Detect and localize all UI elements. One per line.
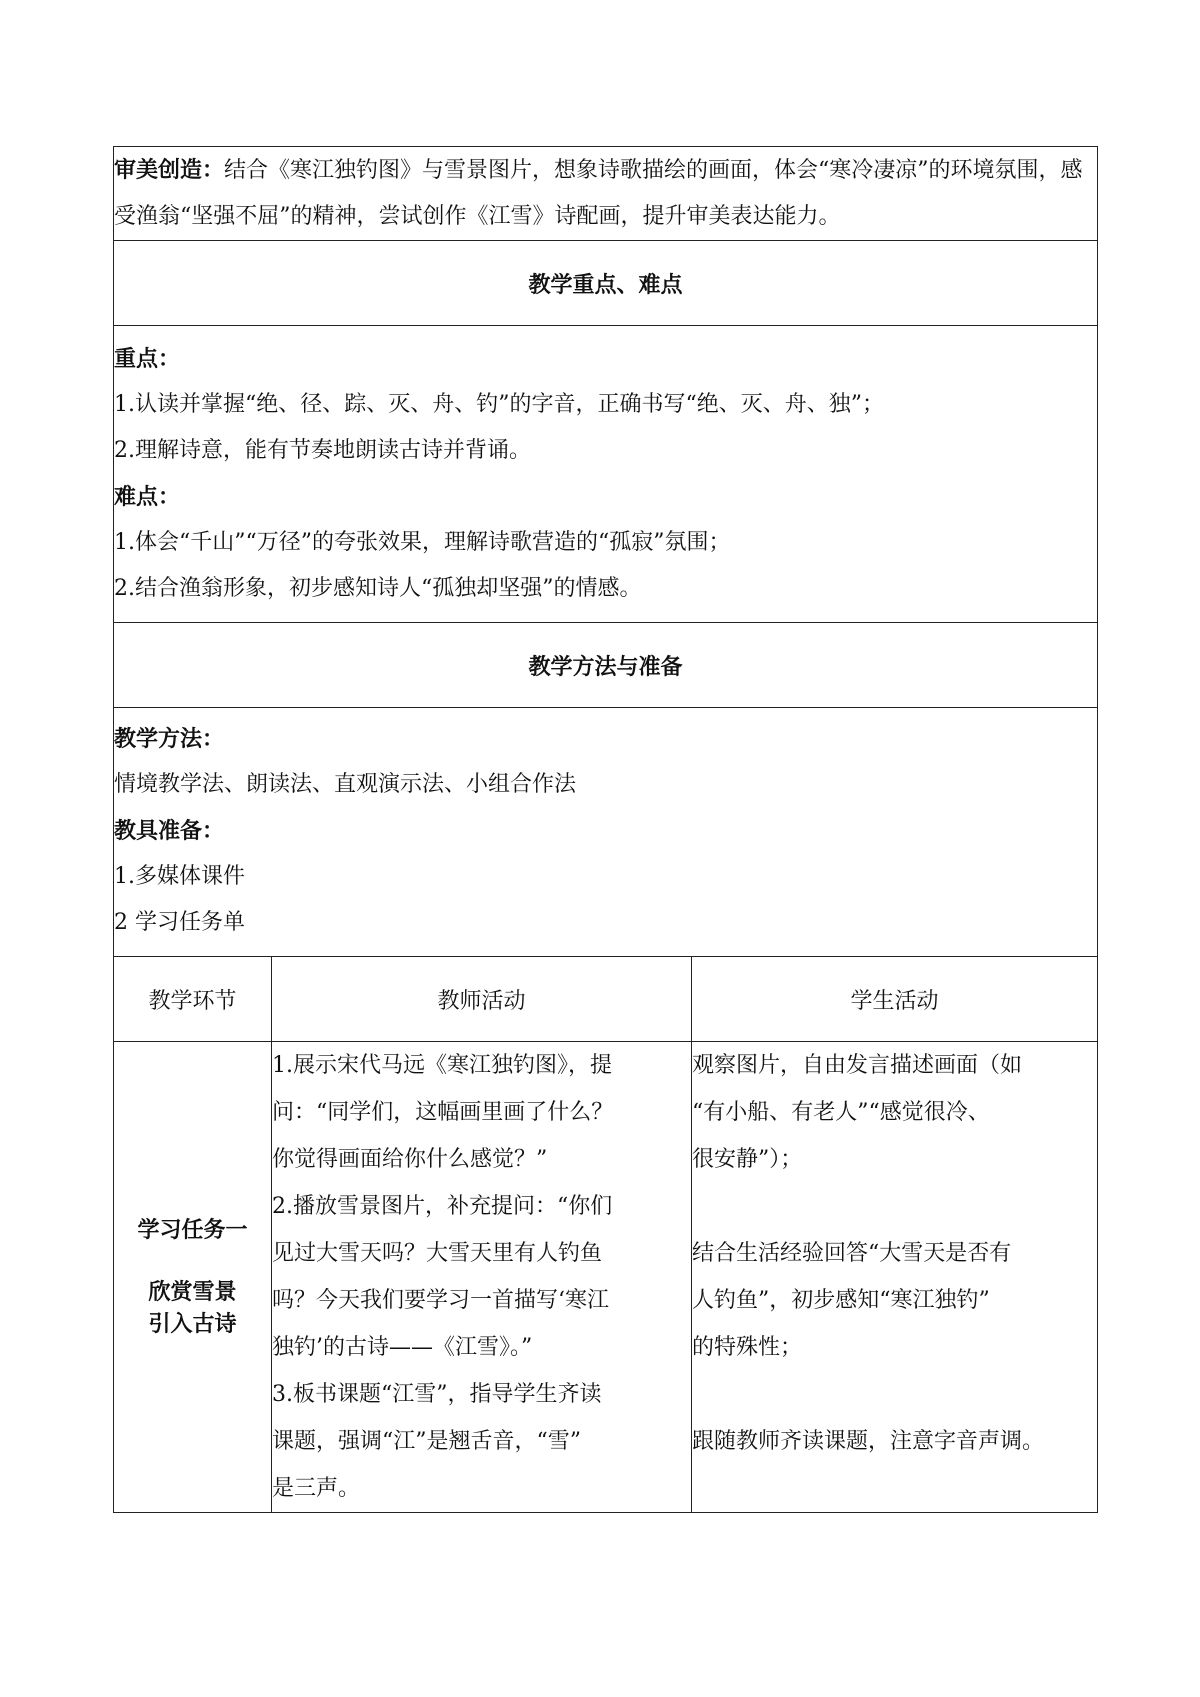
difficulty-label: 难点：	[114, 484, 181, 510]
stage-subtitle: 欣赏雪景	[148, 1279, 237, 1305]
student-line: 的特殊性；	[692, 1335, 803, 1360]
teacher-line: 3.板书课题“江雪”，指导学生齐读	[272, 1382, 602, 1407]
tools-label: 教具准备：	[114, 818, 225, 844]
aesthetic-cell	[114, 147, 1098, 241]
aesthetic-row	[114, 147, 1098, 241]
student-line: 很安静”）；	[692, 1147, 803, 1172]
teacher-line: 2.播放雪景图片，补充提问：“你们	[272, 1194, 613, 1219]
student-line-spacer	[692, 1183, 1097, 1230]
tools-item: 2 学习任务单	[114, 910, 245, 935]
teacher-line: 吗？今天我们要学习一首描写‘寒江	[272, 1288, 609, 1313]
methods-cell	[114, 708, 1098, 957]
process-header-row	[114, 957, 1098, 1042]
student-line: 人钓鱼”，初步感知“寒江独钓”	[692, 1288, 990, 1313]
methods-heading: 教学方法与准备	[114, 623, 1098, 708]
difficulty-item: 2.结合渔翁形象，初步感知诗人“孤独却坚强”的情感。	[114, 576, 642, 601]
process-row	[114, 1042, 1098, 1513]
lesson-plan-table	[113, 146, 1098, 1513]
teacher-line: 见过大雪天吗？大雪天里有人钓鱼	[272, 1241, 603, 1266]
student-line: 观察图片，自由发言描述画面（如	[692, 1053, 1023, 1078]
focus-item: 2.理解诗意，能有节奏地朗读古诗并背诵。	[114, 438, 531, 463]
method-label: 教学方法：	[114, 726, 225, 752]
key-points-heading-row	[114, 241, 1098, 326]
teacher-line: 问：“同学们，这幅画里画了什么？	[272, 1100, 614, 1125]
stage-cell	[114, 1042, 272, 1513]
student-activity-cell	[692, 1042, 1098, 1513]
methods-row	[114, 708, 1098, 957]
teacher-line: 独钓’的古诗——《江雪》。”	[272, 1335, 533, 1360]
student-line: “有小船、有老人”“感觉很冷、	[692, 1100, 990, 1125]
teacher-line: 是三声。	[272, 1476, 361, 1501]
aesthetic-label: 审美创造：	[114, 157, 225, 183]
tools-item: 1.多媒体课件	[114, 864, 245, 889]
teacher-line: 你觉得画面给你什么感觉？”	[272, 1147, 548, 1172]
focus-label: 重点：	[114, 346, 181, 372]
key-points-row	[114, 326, 1098, 623]
student-line: 跟随教师齐读课题，注意字音声调。	[692, 1429, 1045, 1454]
teacher-line: 1.展示宋代马远《寒江独钓图》，提	[272, 1053, 612, 1078]
stage-title: 学习任务一	[137, 1217, 248, 1243]
column-header-student: 学生活动	[692, 957, 1098, 1042]
focus-item: 1.认读并掌握“绝、径、踪、灭、舟、钓”的字音，正确书写“绝、灭、舟、独”；	[114, 392, 884, 417]
column-header-stage: 教学环节	[114, 957, 272, 1042]
key-points-cell	[114, 326, 1098, 623]
student-line: 结合生活经验回答“大雪天是否有	[692, 1241, 1012, 1266]
student-line-spacer	[692, 1371, 1097, 1418]
difficulty-item: 1.体会“千山”“万径”的夸张效果，理解诗歌营造的“孤寂”氛围；	[114, 530, 731, 555]
stage-subtitle: 引入古诗	[148, 1311, 237, 1337]
column-header-teacher: 教师活动	[272, 957, 692, 1042]
teacher-activity-cell	[272, 1042, 692, 1513]
aesthetic-text: 结合《寒江独钓图》与雪景图片，想象诗歌描绘的画面，体会“寒冷凄凉”的环境氛围，感受渔翁“坚强不屈”的精神，尝试创作《江雪》诗配画，提升审美表达能力。	[114, 158, 1083, 229]
method-text: 情境教学法、朗读法、直观演示法、小组合作法	[114, 772, 577, 797]
methods-heading-row	[114, 623, 1098, 708]
key-points-heading: 教学重点、难点	[114, 241, 1098, 326]
teacher-line: 课题，强调“江”是翘舌音，“雪”	[272, 1429, 581, 1454]
